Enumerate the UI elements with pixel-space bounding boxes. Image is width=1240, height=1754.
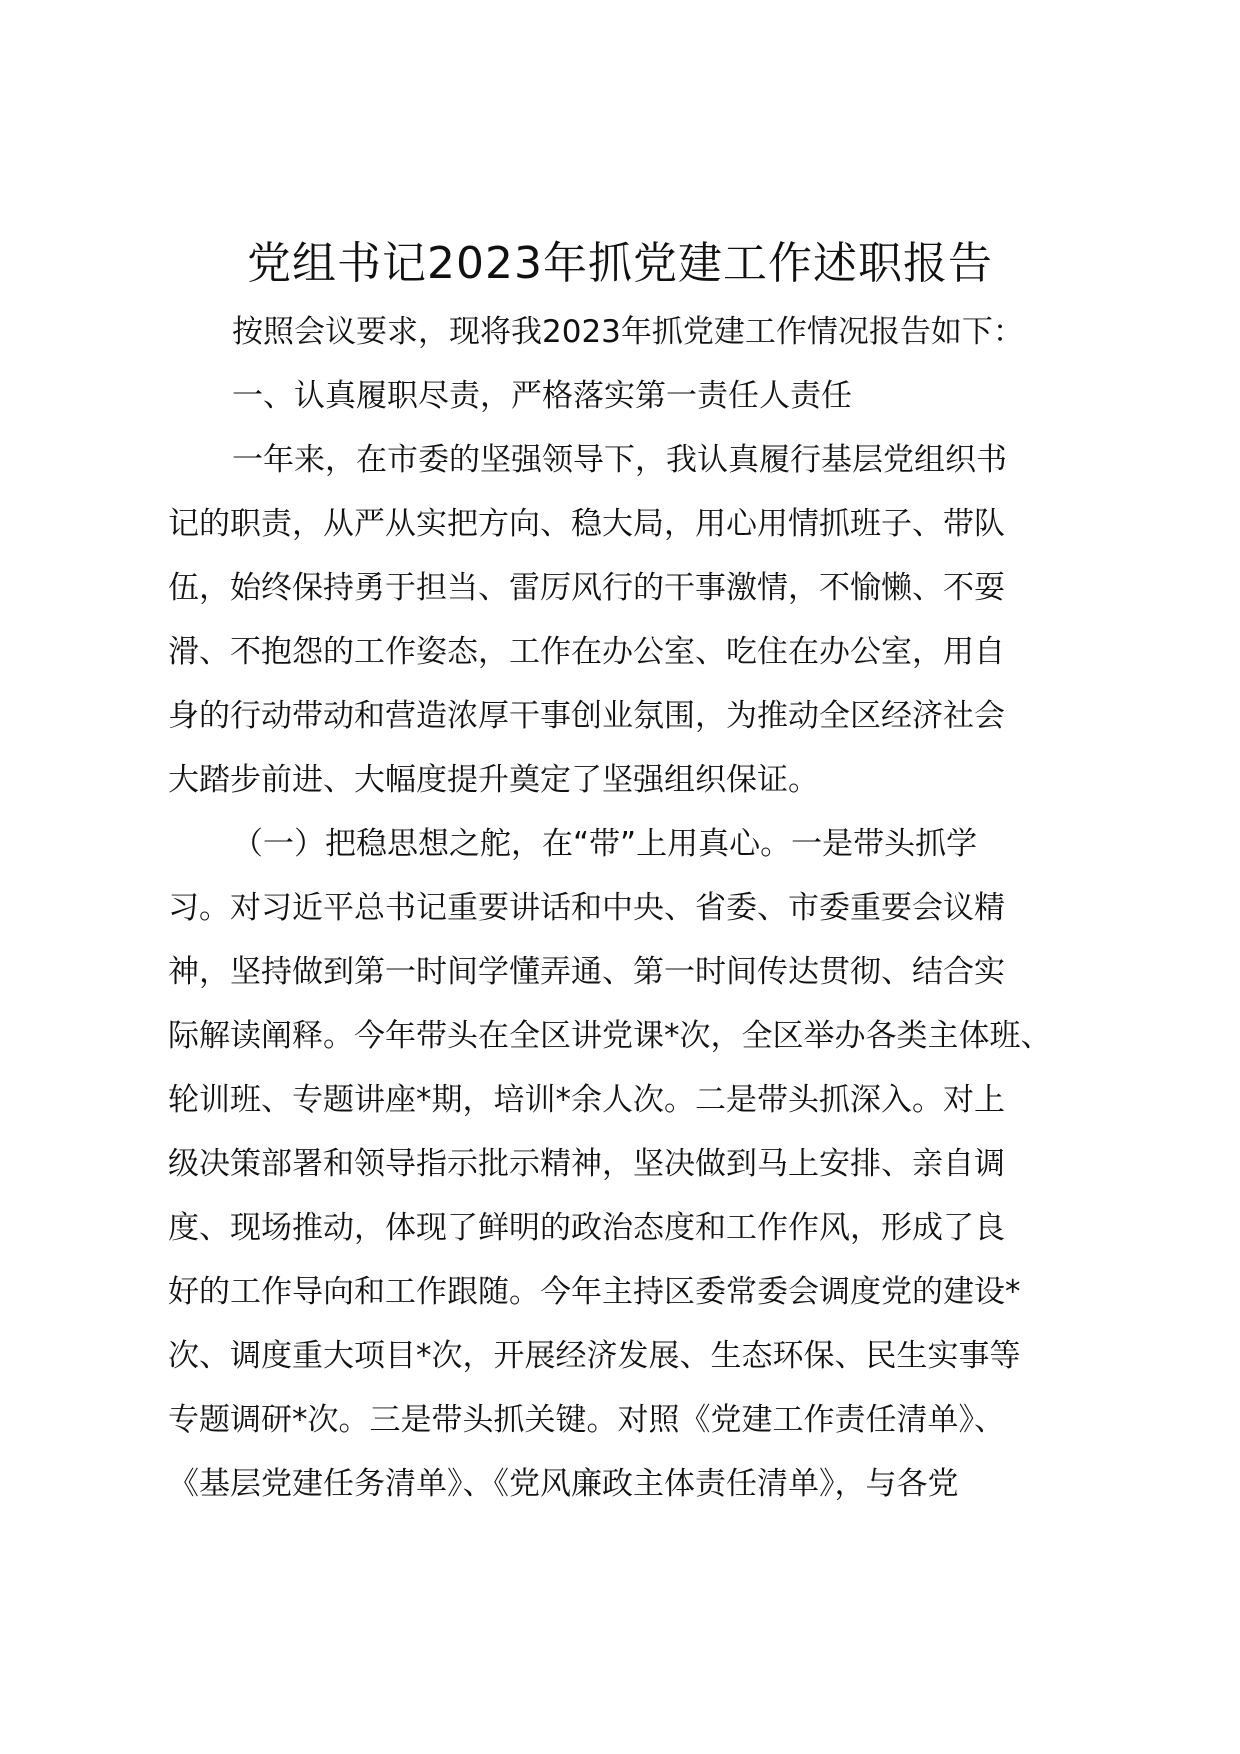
paragraph-line: 滑、不抱怨的工作姿态，工作在办公室、吃住在办公室，用自 — [168, 634, 1005, 670]
section-heading: 一、认真履职尽责，严格落实第一责任人责任 — [232, 378, 852, 414]
paragraph-line: 《基层党建任务清单》、《党风廉政主体责任清单》，与各党 — [168, 1466, 959, 1502]
paragraph-line: 次、调度重大项目*次，开展经济发展、生态环保、民生实事等 — [168, 1338, 1021, 1374]
subsection-line: （一）把稳思想之舵，在“带”上用真心。一是带头抓学 — [232, 826, 978, 862]
intro-line: 按照会议要求，现将我2023年抓党建工作情况报告如下： — [232, 314, 1024, 350]
paragraph-line: 记的职责，从严从实把方向、稳大局，用心用情抓班子、带队 — [168, 506, 1005, 542]
paragraph-line: 专题调研*次。三是带头抓关键。对照《党建工作责任清单》、 — [168, 1402, 1005, 1438]
paragraph-line: 身的行动带动和营造浓厚干事创业氛围，为推动全区经济社会 — [168, 698, 1005, 734]
paragraph-line: 轮训班、专题讲座*期，培训*余人次。二是带头抓深入。对上 — [168, 1082, 1005, 1118]
paragraph-line: 级决策部署和领导指示批示精神，坚决做到马上安排、亲自调 — [168, 1146, 1005, 1182]
paragraph-line: 习。对习近平总书记重要讲话和中央、省委、市委重要会议精 — [168, 890, 1005, 926]
paragraph-line: 神，坚持做到第一时间学懂弄通、第一时间传达贯彻、结合实 — [168, 954, 1005, 990]
paragraph-line: 一年来，在市委的坚强领导下，我认真履行基层党组织书 — [232, 442, 1007, 478]
paragraph-line: 大踏步前进、大幅度提升奠定了坚强组织保证。 — [168, 762, 819, 798]
paragraph-line: 际解读阐释。今年带头在全区讲党课*次，全区举办各类主体班、 — [168, 1018, 1052, 1054]
paragraph-line: 好的工作导向和工作跟随。今年主持区委常委会调度党的建设* — [168, 1274, 1021, 1310]
paragraph-line: 度、现场推动，体现了鲜明的政治态度和工作作风，形成了良 — [168, 1210, 1005, 1246]
paragraph-line: 伍，始终保持勇于担当、雷厉风行的干事激情，不愉懒、不耍 — [168, 570, 1005, 606]
document-title: 党组书记2023年抓党建工作述职报告 — [247, 238, 993, 289]
